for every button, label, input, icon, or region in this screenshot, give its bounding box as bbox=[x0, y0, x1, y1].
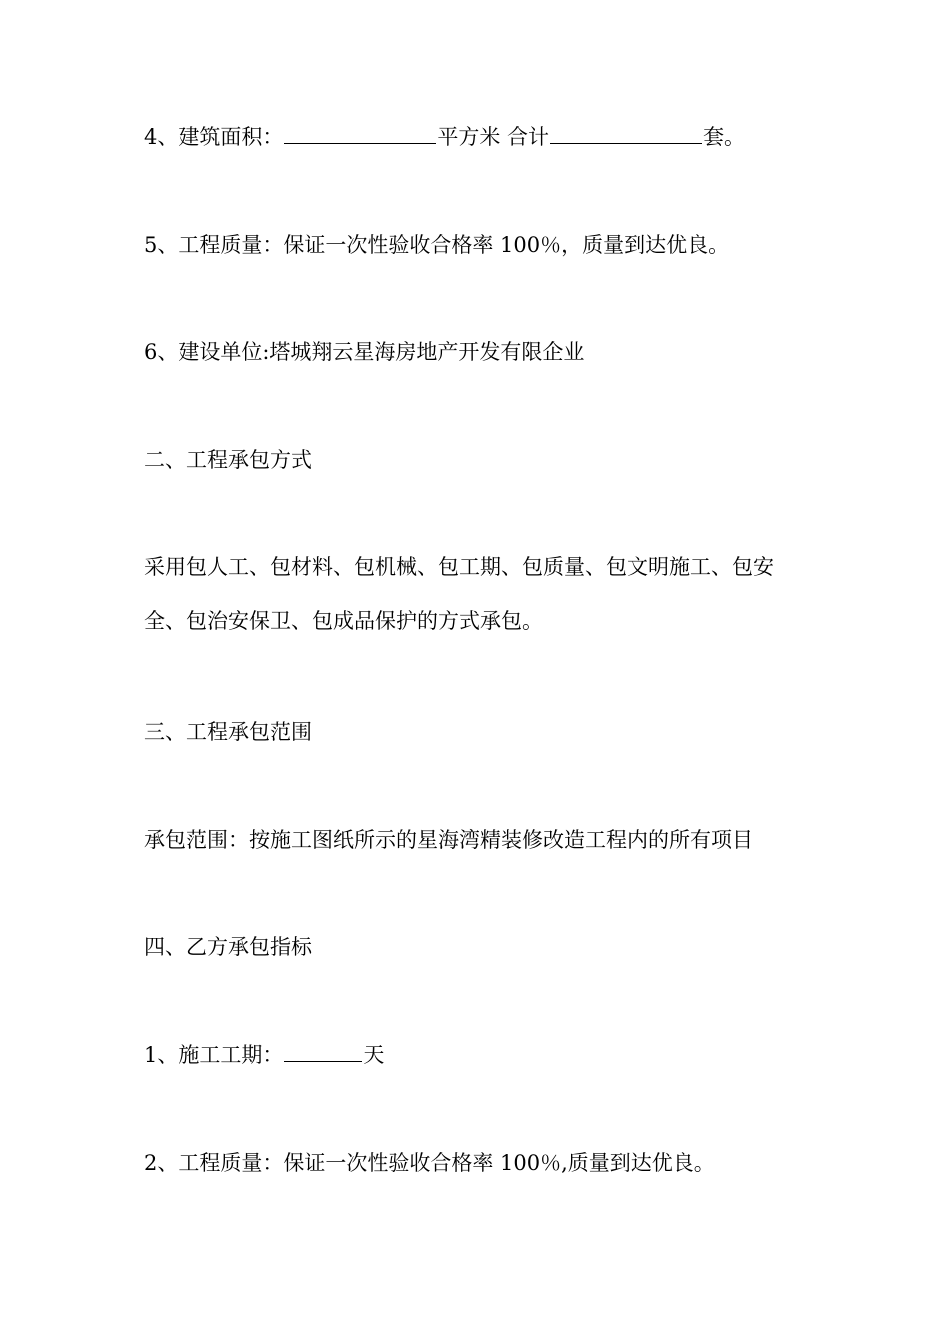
construction-period-line bbox=[144, 1028, 804, 1082]
construction-period-label: 1、施工工期： bbox=[144, 1043, 284, 1067]
unit-count-blank[interactable] bbox=[550, 125, 702, 144]
section-3-body: 承包范围：按施工图纸所示的星海湾精装修改造工程内的所有项目 bbox=[144, 828, 753, 852]
section-4-heading: 四、乙方承包指标 bbox=[144, 935, 312, 959]
construction-period-suffix: 天 bbox=[363, 1043, 385, 1067]
building-area-label: 4、建筑面积： bbox=[144, 125, 284, 149]
section-3-heading: 三、工程承包范围 bbox=[144, 720, 312, 744]
building-area-line bbox=[144, 110, 804, 164]
unit-count-suffix: 套。 bbox=[703, 125, 746, 149]
builder-line: 6、建设单位:塔城翔云星海房地产开发有限企业 bbox=[144, 340, 585, 364]
section-2-body: 采用包人工、包材料、包机械、包工期、包质量、包文明施工、包安全、包治安保卫、包成品保护的方式承包。 bbox=[144, 555, 774, 633]
section-2-heading: 二、工程承包方式 bbox=[144, 448, 312, 472]
construction-period-blank[interactable] bbox=[284, 1043, 362, 1062]
quality-line-2: 2、工程质量：保证一次性验收合格率 100％,质量到达优良。 bbox=[144, 1151, 715, 1175]
building-area-blank[interactable] bbox=[284, 125, 436, 144]
quality-line-1: 5、工程质量：保证一次性验收合格率 100％，质量到达优良。 bbox=[144, 233, 730, 257]
building-area-unit: 平方米 合计 bbox=[437, 125, 550, 149]
